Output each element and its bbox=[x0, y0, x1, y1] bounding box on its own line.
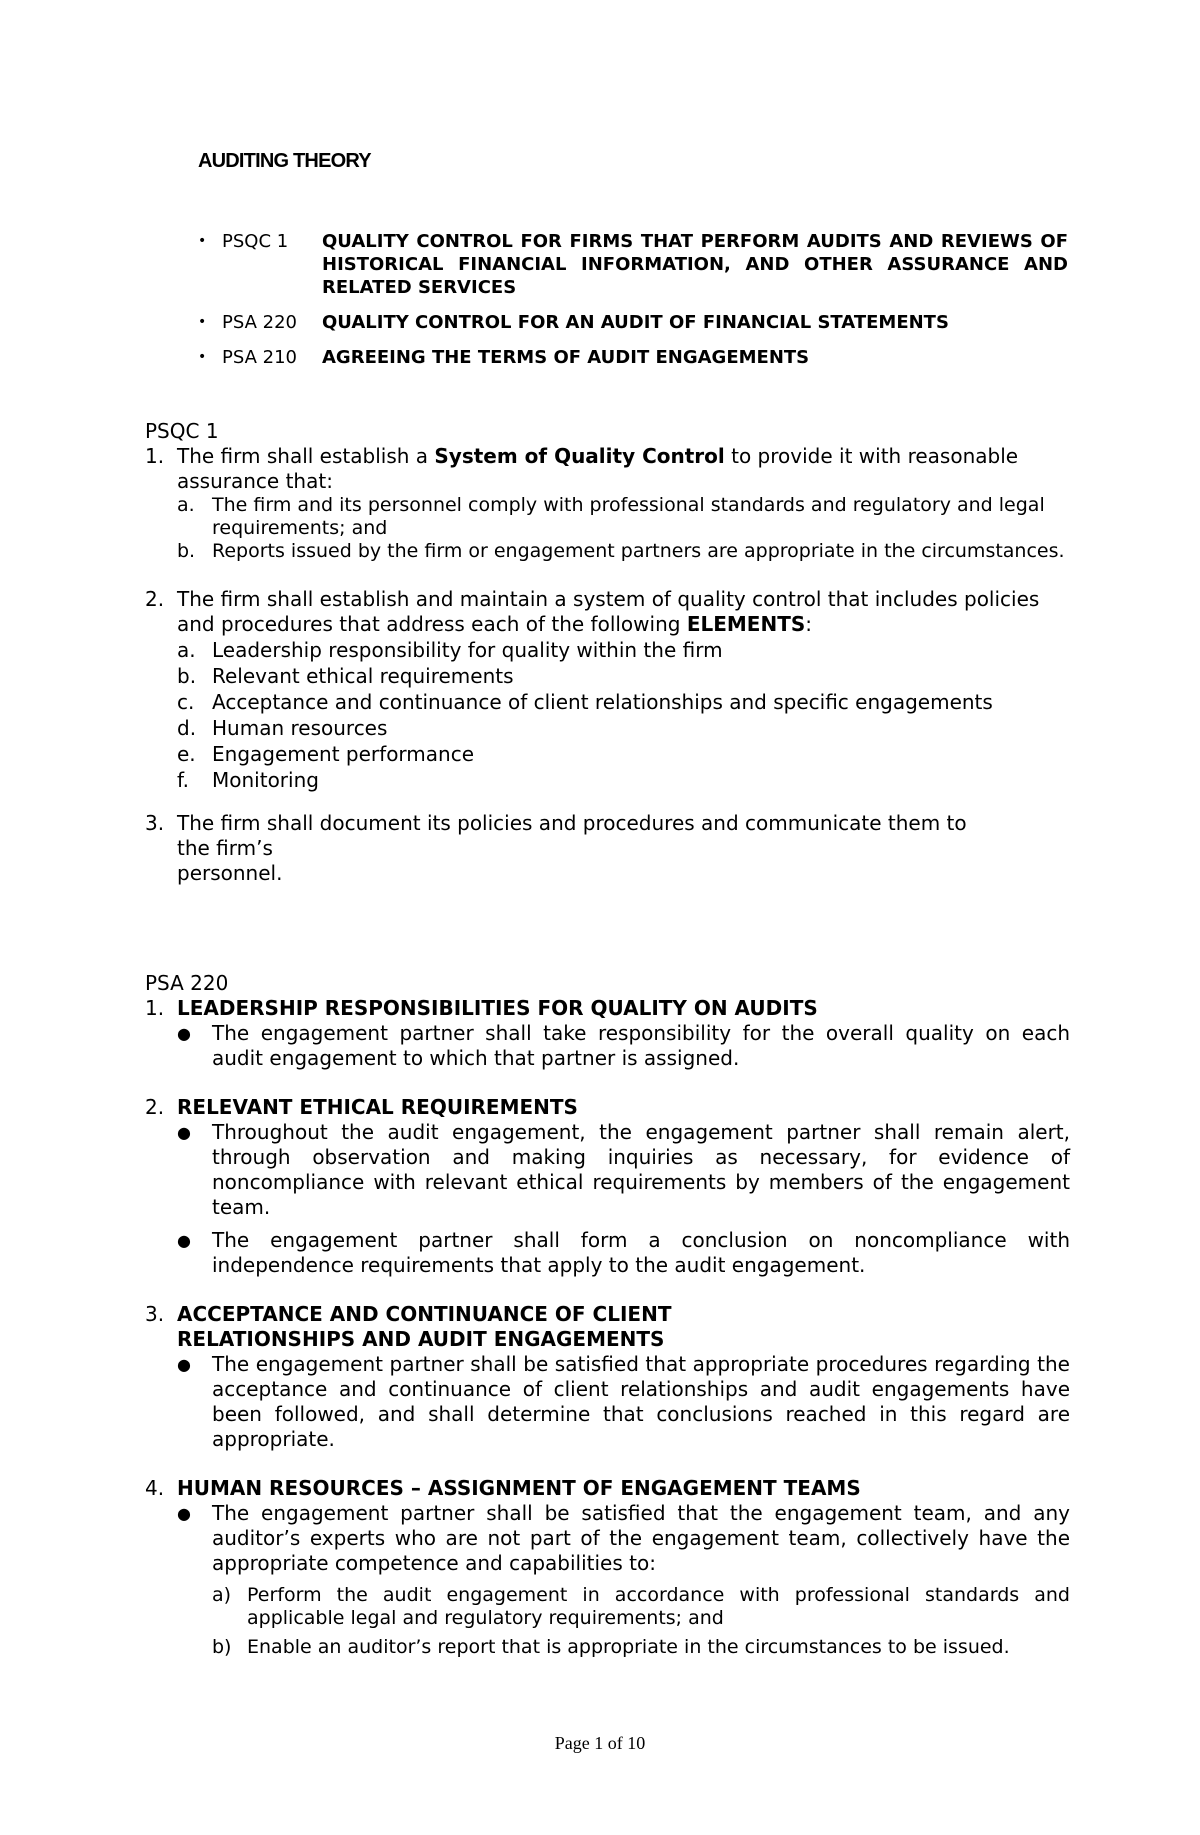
sub-item bbox=[177, 637, 1070, 663]
item-text: to provide it with reasonable assurance that: bbox=[177, 444, 1019, 493]
sub-text: Perform the audit engagement in accordance with professional standards and applicable legal and regulatory requirements; and bbox=[247, 1584, 1070, 1629]
bullet-item bbox=[177, 1228, 1070, 1278]
section-title: PSA 220 bbox=[145, 971, 229, 995]
numbered-item bbox=[145, 1095, 1070, 1120]
sub-text: Relevant ethical requirements bbox=[212, 664, 514, 688]
bullet-icon: ● bbox=[177, 1123, 191, 1142]
item-text: The firm shall document its policies and procedures and communicate them to bbox=[177, 811, 967, 835]
numbered-item bbox=[145, 811, 1070, 886]
bullet-icon: • bbox=[198, 349, 207, 365]
overview-item bbox=[198, 230, 1068, 299]
emphasis-text: ELEMENTS bbox=[686, 612, 806, 636]
item-text: the firm’s bbox=[177, 836, 273, 860]
item-number: 2. bbox=[145, 587, 165, 611]
sub-text: Acceptance and continuance of client relationships and specific engagements bbox=[212, 690, 993, 714]
sub-item bbox=[177, 494, 1070, 540]
item-number: 4. bbox=[145, 1476, 165, 1500]
item-number: 1. bbox=[145, 996, 165, 1020]
standard-description: QUALITY CONTROL FOR AN AUDIT OF FINANCIAL STATEMENTS bbox=[322, 312, 949, 333]
bullet-text: The engagement partner shall take responsibility for the overall quality on each audit engagement to which that partner is assigned. bbox=[212, 1021, 1070, 1070]
item-heading: RELEVANT ETHICAL REQUIREMENTS bbox=[177, 1095, 578, 1119]
sub-text: Enable an auditor’s report that is appropriate in the circumstances to be issued. bbox=[247, 1636, 1010, 1658]
psqc-section bbox=[145, 418, 1070, 886]
item-heading: ACCEPTANCE AND CONTINUANCE OF CLIENT bbox=[177, 1302, 672, 1326]
overview-list bbox=[198, 230, 1068, 381]
overview-item bbox=[198, 346, 1068, 369]
item-number: 1. bbox=[145, 444, 165, 468]
bullet-item bbox=[177, 1021, 1070, 1071]
sub-text: The firm and its personnel comply with professional standards and regulatory and legal requirements; and bbox=[212, 494, 1045, 539]
item-text: personnel. bbox=[177, 861, 283, 885]
item-heading: HUMAN RESOURCES – ASSIGNMENT OF ENGAGEMENT TEAMS bbox=[177, 1476, 861, 1500]
item-heading: LEADERSHIP RESPONSIBILITIES FOR QUALITY ON AUDITS bbox=[177, 996, 818, 1020]
sub-label: b. bbox=[177, 540, 196, 562]
sub-text: Leadership responsibility for quality within the firm bbox=[212, 638, 723, 662]
bullet-text: The engagement partner shall be satisfied that appropriate procedures regarding the acceptance and continuance of client relationships and audit engagements have been followed, and shall determine that conclusions reached in this regard are appropriate. bbox=[212, 1352, 1070, 1451]
sub-label: a. bbox=[177, 494, 195, 516]
overview-item bbox=[198, 311, 1068, 334]
bullet-icon: ● bbox=[177, 1355, 191, 1374]
sub-label: d. bbox=[177, 716, 197, 740]
sub-label: f. bbox=[177, 768, 189, 792]
standard-code: PSA 210 bbox=[222, 347, 298, 368]
bullet-text: Throughout the audit engagement, the engagement partner shall remain alert, through observation and making inquiries as necessary, for evidence of noncompliance with relevant ethical requirements by members of the engagement team. bbox=[212, 1120, 1070, 1219]
sub-item bbox=[177, 540, 1070, 563]
bullet-text: The engagement partner shall form a conclusion on noncompliance with independence requirements that apply to the audit engagement. bbox=[212, 1228, 1070, 1277]
sub-text: Human resources bbox=[212, 716, 388, 740]
sub-item bbox=[212, 1636, 1070, 1659]
item-text: The firm shall establish and maintain a system of quality control that includes policies and procedures that address each of the following bbox=[177, 587, 1040, 636]
bullet-item bbox=[177, 1501, 1070, 1576]
standard-description: QUALITY CONTROL FOR FIRMS THAT PERFORM AUDITS AND REVIEWS OF HISTORICAL FINANCIAL INFORMATION, AND OTHER ASSURANCE AND RELATED SERVICES bbox=[322, 231, 1068, 298]
sub-item bbox=[177, 689, 1070, 715]
sub-item bbox=[177, 715, 1070, 741]
section-title: PSQC 1 bbox=[145, 419, 219, 443]
bullet-item bbox=[177, 1120, 1070, 1220]
sub-label: c. bbox=[177, 690, 195, 714]
numbered-item bbox=[145, 444, 1070, 494]
standard-code: PSQC 1 bbox=[222, 231, 289, 252]
item-number: 3. bbox=[145, 1302, 165, 1326]
sub-text: Monitoring bbox=[212, 768, 319, 792]
sub-item bbox=[177, 741, 1070, 767]
sub-item bbox=[212, 1584, 1070, 1630]
sub-item bbox=[177, 663, 1070, 689]
sub-label: e. bbox=[177, 742, 196, 766]
psa220-section bbox=[145, 970, 1070, 1659]
item-heading: RELATIONSHIPS AND AUDIT ENGAGEMENTS bbox=[177, 1327, 665, 1351]
sub-label: b) bbox=[212, 1636, 232, 1658]
numbered-item bbox=[145, 1302, 1070, 1352]
bullet-item bbox=[177, 1352, 1070, 1452]
bullet-icon: • bbox=[198, 233, 207, 249]
item-number: 2. bbox=[145, 1095, 165, 1119]
numbered-item bbox=[145, 587, 1070, 637]
item-text: The firm shall establish a bbox=[177, 444, 435, 468]
bullet-icon: ● bbox=[177, 1024, 191, 1043]
emphasis-text: System of Quality Control bbox=[434, 444, 725, 468]
sub-text: Reports issued by the firm or engagement partners are appropriate in the circumstances. bbox=[212, 540, 1065, 562]
numbered-item bbox=[145, 1476, 1070, 1501]
item-number: 3. bbox=[145, 811, 165, 835]
sub-label: a) bbox=[212, 1584, 232, 1606]
bullet-icon: ● bbox=[177, 1504, 191, 1523]
sub-label: b. bbox=[177, 664, 197, 688]
sub-label: a. bbox=[177, 638, 196, 662]
item-text: : bbox=[805, 612, 812, 636]
page-number: Page 1 of 10 bbox=[554, 1733, 646, 1753]
sub-text: Engagement performance bbox=[212, 742, 475, 766]
bullet-icon: • bbox=[198, 314, 207, 330]
document-title: AUDITING THEORY bbox=[198, 150, 371, 172]
standard-code: PSA 220 bbox=[222, 312, 298, 333]
sub-item bbox=[177, 767, 1070, 793]
bullet-text: The engagement partner shall be satisfied that the engagement team, and any auditor’s experts who are not part of the engagement team, collectively have the appropriate competence and capabilities to: bbox=[212, 1501, 1070, 1575]
bullet-icon: ● bbox=[177, 1231, 191, 1250]
numbered-item bbox=[145, 996, 1070, 1021]
standard-description: AGREEING THE TERMS OF AUDIT ENGAGEMENTS bbox=[322, 347, 810, 368]
